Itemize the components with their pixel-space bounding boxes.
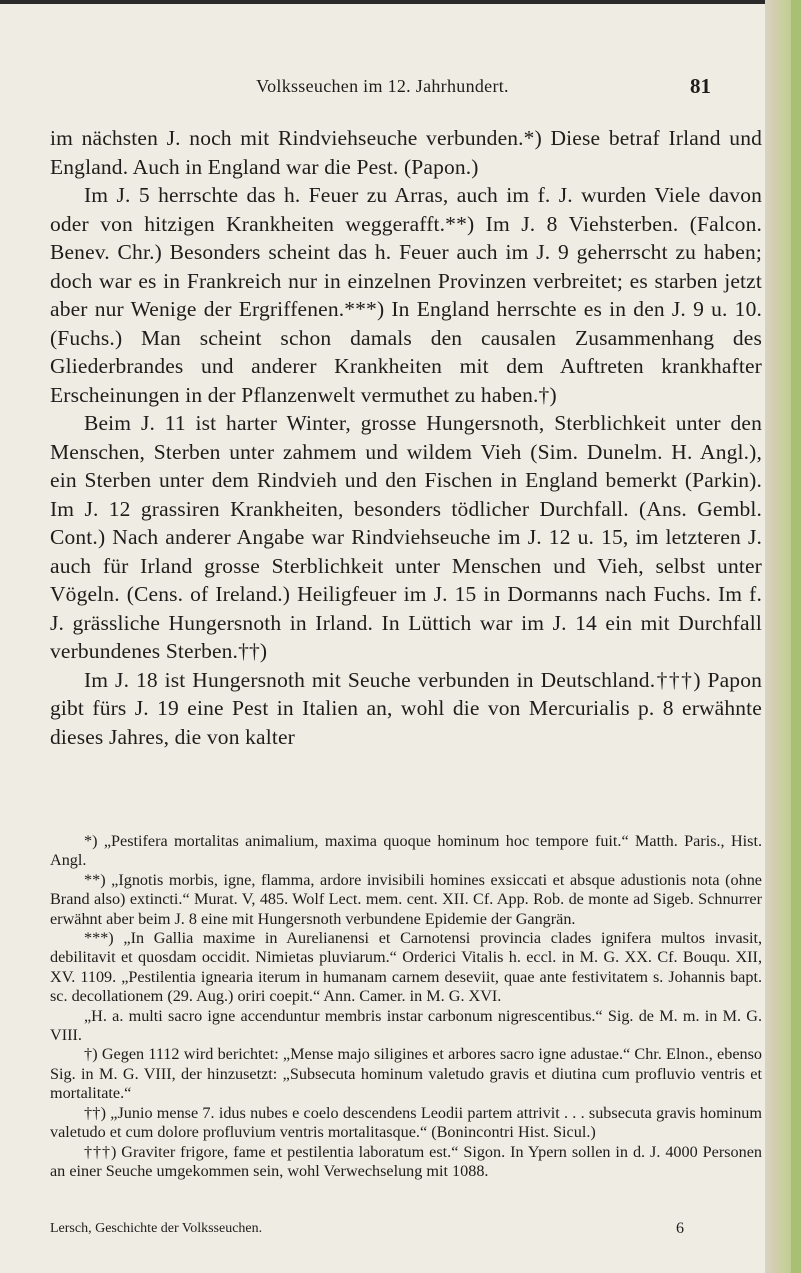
main-text (50, 124, 762, 751)
imprint-line: Lersch, Geschichte der Volksseuchen. (50, 1221, 263, 1236)
footnote: *) „Pestifera mortalitas animalium, maxima quoque hominum hoc tempore fuit.“ Matth. Paris., Hist. Angl. (50, 832, 762, 870)
running-title: Volksseuchen im 12. Jahrhundert. (256, 76, 509, 96)
signature-mark: 6 (676, 1220, 684, 1237)
paragraph: Im J. 18 ist Hungersnoth mit Seuche verbunden in Deutschland.†††) Papon gibt fürs J. 19 eine Pest in Italien an, wohl die von Mercurialis p. 8 erwähnte dieses Jahres, die von kalter (50, 667, 762, 749)
footnote: ††) „Junio mense 7. idus nubes e coelo descendens Leodii partem attrivit . . . subsecuta gravis hominum valetudo et cum dolore profluvium ventris mortalitasque.“ (Bonincontri Hist. Sicul.) (50, 1103, 762, 1142)
top-rule (0, 0, 765, 4)
paragraph: Im J. 5 herrschte das h. Feuer zu Arras, auch im f. J. wurden Viele davon oder von hitzigen Krankheiten weggerafft.**) Im J. 8 Viehsterben. (Falcon. Benev. Chr.) Besonders scheint das h. Feuer auch im J. 9 geherrscht zu haben; doch war es in Frankreich nur in einzelnen Provinzen verbreitet; es starben jetzt aber nur Wenige der Ergriffenen.***) In England herrschte es in den J. 9 u. 10. (Fuchs.) Man scheint schon damals den causalen Zusammenhang des Gliederbrandes und anderer Krankheiten mit dem Auftreten krankhafter Erscheinungen in der Pflanzenwelt vermuthet zu haben.†) (50, 183, 762, 407)
paragraph: Beim J. 11 ist harter Winter, grosse Hungersnoth, Sterblichkeit unter den Menschen, Sterben unter zahmem und wildem Vieh (Sim. Dunelm. H. Angl.), ein Sterben unter dem Rindvieh und den Fischen in England bemerkt (Parkin). Im J. 12 grassiren Krankheiten, besonders tödlicher Durchfall. (Ans. Gembl. Cont.) Nach anderer Angabe war Rindviehseuche im J. 12 u. 15, im letzteren J. auch für Irland grosse Sterblichkeit unter Menschen und Vieh, selbst unter Vögeln. (Cens. of Ireland.) Heiligfeuer im J. 15 in Dormanns nach Fuchs. Im f. J. grässliche Hungersnoth in Irland. In Lüttich war im J. 14 ein mit Durchfall verbundenes Sterben.††) (50, 411, 762, 663)
footnote: †) Gegen 1112 wird berichtet: „Mense majo siligines et arbores sacro igne adustae.“ Chr. Elnon., ebenso Sig. in M. G. VIII, der hinzusetzt: „Subsecuta hominum valetudo gravis et diutina cum profluvio ventris et mortalitate.“ (50, 1045, 762, 1103)
page-edge-strip (791, 0, 801, 1273)
paragraph: im nächsten J. noch mit Rindviehseuche verbunden.*) Diese betraf Irland und England. Auch in England war die Pest. (Papon.) (50, 126, 762, 179)
footnote: **) „Ignotis morbis, igne, flamma, ardore invisibili homines exsiccati et absque adustionis nota (ohne Brand also) extincti.“ Murat. V, 485. Wolf Lect. mem. cent. XII. Cf. App. Rob. de monte ad Sigeb. Schnurrer erwähnt aber beim J. 8 eine mit Hungersnoth verbundene Epidemie der Gangrän. (50, 870, 762, 928)
footnotes (50, 832, 762, 1181)
footnote: ***) „In Gallia maxime in Aurelianensi et Carnotensi provincia clades ignifera multos invasit, debilitavit et quosdam occidit. Nimietas pluviarum.“ Orderici Vitalis h. eccl. in M. G. XX. Cf. Bouqu. XII, XV. 1109. „Pestilentia ignearia iterum in humanam carnem deseviit, quae ante festivitatem s. Johannis bapt. sc. decollationem (29. Aug.) oriri coepit.“ Ann. Camer. in M. G. XVI. (50, 929, 762, 1006)
footnote: †††) Graviter frigore, fame et pestilentia laboratum est.“ Sigon. In Ypern sollen in d. J. 4000 Personen an einer Seuche umgekommen sein, wohl Verwechselung mit 1088. (50, 1142, 762, 1180)
page-footer (50, 1221, 762, 1237)
page-number: 81 (690, 74, 711, 98)
footnote: „H. a. multi sacro igne accenduntur membris instar carbonum nigrescentibus.“ Sig. de M. m. in M. G. VIII. (50, 1006, 762, 1045)
